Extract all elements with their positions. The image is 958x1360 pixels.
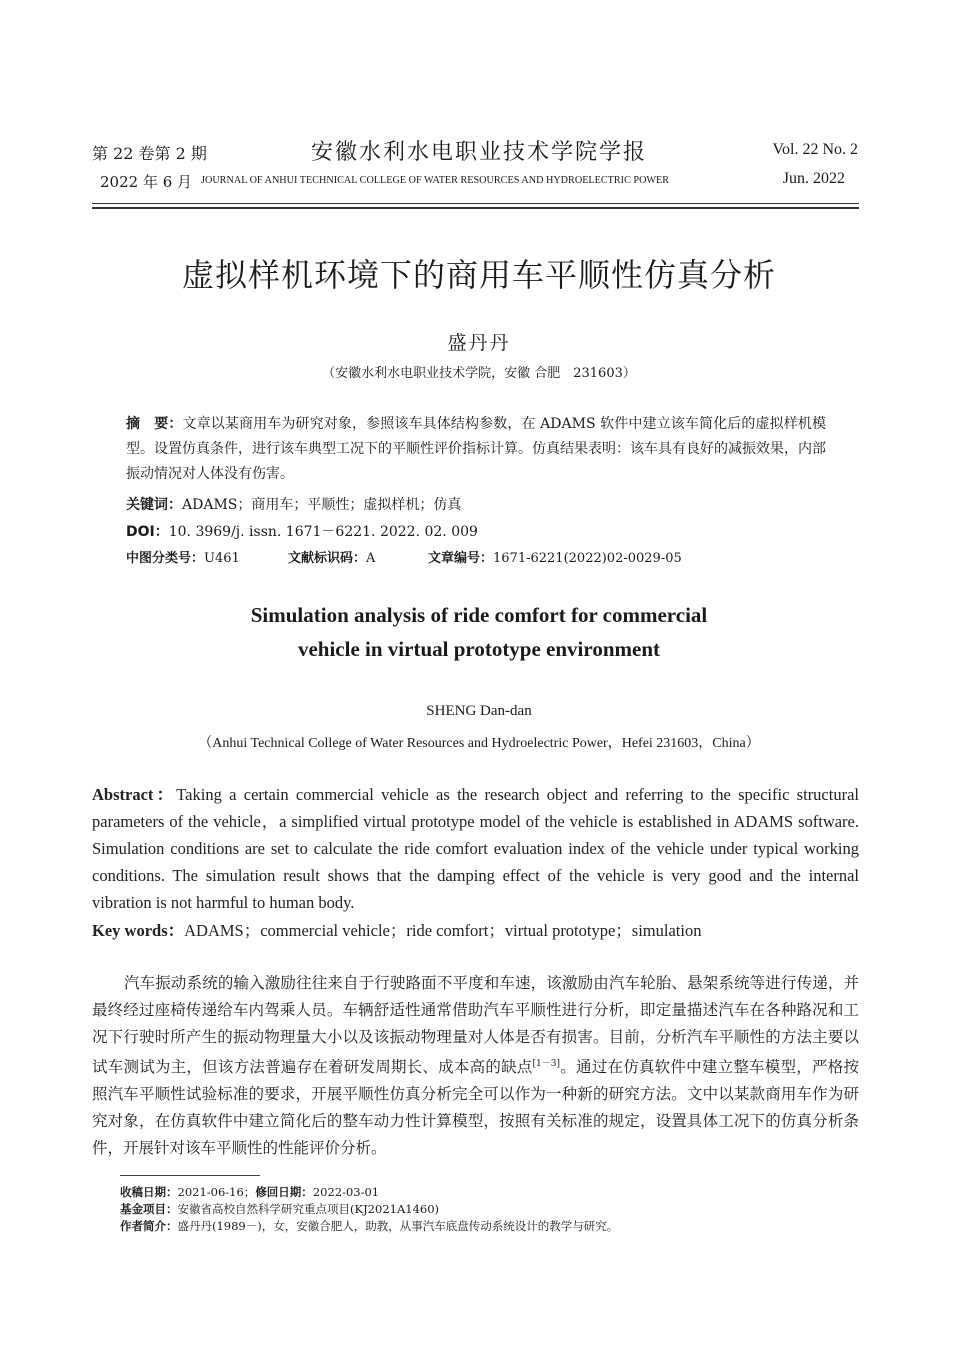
abstract-label-en: Abstract： — [92, 785, 177, 804]
issue-label-en: Vol. 22 No. 2 — [772, 141, 858, 158]
article-number — [428, 547, 682, 566]
keywords-label-en: Key words： — [92, 921, 185, 940]
date-cn: 2022 年 6 月 — [100, 173, 193, 191]
abstract-en — [92, 781, 859, 916]
fund-text: 安徽省高校自然科学研究重点项目(KJ2021A1460) — [177, 1202, 440, 1216]
affiliation-cn: （安徽水利水电职业技术学院，安徽 合肥 231603） — [322, 366, 636, 381]
received-label: 收稿日期： — [120, 1185, 178, 1199]
footnote-bio — [120, 1218, 618, 1235]
doi — [126, 521, 478, 541]
header-rule-thick — [92, 207, 859, 209]
affiliation-en: （Anhui Technical College of Water Resources and Hydroelectric Power，Hefei 231603，China） — [198, 736, 760, 751]
journal-name-cn: 安徽水利水电职业技术学院学报 — [310, 140, 647, 165]
received-date: 2021-06-16； — [177, 1185, 256, 1199]
author-en: SHENG Dan-dan — [426, 703, 532, 719]
abstract-text-en: Taking a certain commercial vehicle as the research object and referring to the specific structural parameters of the vehicle，a simplified virtual prototype model of the vehicle is established in ADAMS software. Simulation conditions are set to calculate the ride comfort evaluation index of the vehicle under typical working conditions. The simulation result shows that the damping effect of the vehicle is very good and the internal vibration is not harmful to human body. — [92, 785, 859, 912]
keywords-text-cn: ADAMS；商用车；平顺性；虚拟样机；仿真 — [182, 497, 462, 513]
footnote-rule — [120, 1175, 260, 1176]
doi-label: DOI： — [126, 524, 169, 540]
bio-text: 盛丹丹(1989－)，女，安徽合肥人，助教，从事汽车底盘传动系统设计的教学与研究。 — [177, 1219, 619, 1233]
author-cn: 盛丹丹 — [447, 332, 511, 354]
footnote-dates — [120, 1184, 379, 1201]
keywords-en — [92, 917, 701, 941]
body-text-part-2: 。通过在仿真软件中建立整车模型，严格按照汽车平顺性试验标准的要求，开展平顺性仿真分析完全可以作为一种新的研究方法。文中以某款商用车作为研究对象，在仿真软件中建立简化后的整车动力性计算模型，按照有关标准的规定，设置具体工况下的仿真分析条件，开展针对该车平顺性的性能评价分析。 — [92, 1058, 859, 1158]
keywords-text-en: ADAMS；commercial vehicle；ride comfort；virtual prototype；simulation — [184, 921, 702, 940]
abstract-cn — [126, 412, 826, 487]
clc-number — [126, 547, 240, 566]
header-rule-thin — [92, 203, 859, 204]
keywords-cn — [126, 494, 461, 514]
revised-date: 2022-03-01 — [312, 1185, 380, 1199]
doc-code-label: 文献标识码： — [288, 551, 367, 566]
journal-name-en: JOURNAL OF ANHUI TECHNICAL COLLEGE OF WATER RESOURCES AND HYDROELECTRIC POWER — [201, 175, 670, 186]
footnote-fund — [120, 1201, 439, 1218]
revised-label: 修回日期： — [255, 1185, 313, 1199]
doi-value[interactable]: 10. 3969/j. issn. 1671－6221. 2022. 02. 009 — [168, 524, 478, 540]
fund-label: 基金项目： — [120, 1202, 178, 1216]
article-no-value: 1671-6221(2022)02-0029-05 — [493, 551, 682, 566]
article-no-label: 文章编号： — [428, 551, 494, 566]
citation-ref[interactable]: [1－3] — [532, 1059, 561, 1069]
doc-code-value: A — [366, 551, 376, 566]
document-code — [288, 547, 375, 566]
clc-value: U461 — [204, 551, 240, 566]
issue-label-cn: 第 22 卷第 2 期 — [92, 144, 207, 163]
article-title-en: Simulation analysis of ride comfort for commercial vehicle in virtual prototype environment — [250, 603, 708, 661]
abstract-text-cn: 文章以某商用车为研究对象，参照该车具体结构参数，在 ADAMS 软件中建立该车简化后的虚拟样机模型。设置仿真条件，进行该车典型工况下的平顺性评价指标计算。仿真结果表明：该车具有良好的减振效果，内部振动情况对人体没有伤害。 — [126, 416, 826, 482]
date-en: Jun. 2022 — [782, 170, 845, 187]
body-paragraph — [92, 970, 859, 1162]
body-text-part-1: 汽车振动系统的输入激励往往来自于行驶路面不平度和车速，该激励由汽车轮胎、悬架系统等进行传递，并最终经过座椅传递给车内驾乘人员。车辆舒适性通常借助汽车平顺性进行分析，即定量描述汽车在各种路况和工况下行驶时所产生的振动物理量大小以及该振动物理量对人体是否有损害。目前，分析汽车平顺性的方法主要以试车测试为主，但该方法普遍存在着研发周期长、成本高的缺点 — [92, 974, 859, 1077]
abstract-label-cn: 摘 要： — [126, 416, 183, 432]
keywords-label-cn: 关键词： — [126, 497, 182, 513]
article-title-cn: 虚拟样机环境下的商用车平顺性仿真分析 — [181, 256, 776, 294]
bio-label: 作者简介： — [120, 1219, 178, 1233]
clc-label: 中图分类号： — [126, 551, 205, 566]
